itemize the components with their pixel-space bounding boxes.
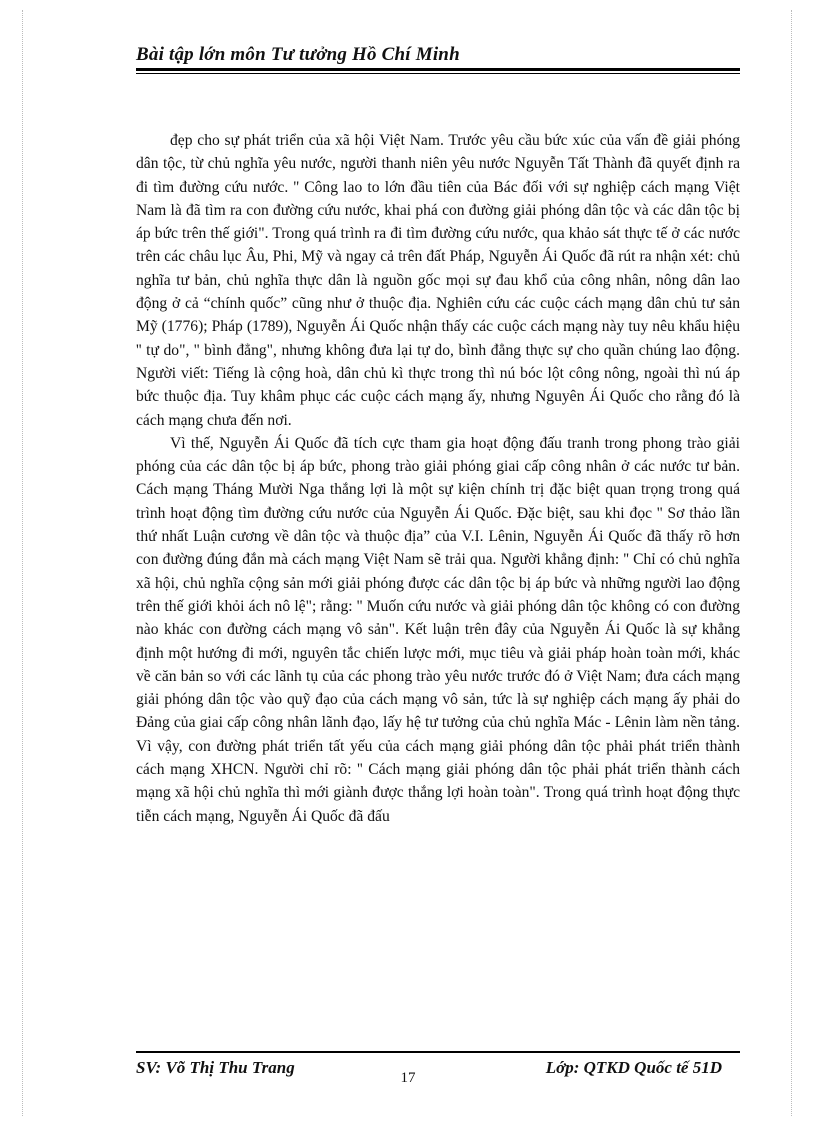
footer-class: Lớp: QTKD Quốc tế 51D [545, 1058, 722, 1077]
footer-rule [136, 1051, 740, 1053]
header-rule-thin [136, 73, 740, 74]
paragraph-2: Vì thế, Nguyễn Ái Quốc đã tích cực tham gia hoạt động đấu tranh trong phong trào giải phóng của các dân tộc bị áp bức, phong trào giải phóng giai cấp công nhân ở các nước tư bản. Cách mạng Tháng Mười Nga thắng lợi là một sự kiện chính trị đặc biệt quan trọng trong quá trình hoạt động tìm đường cứu nước của Nguyễn Ái Quốc. Đặc biệt, sau khi đọc '' Sơ thảo lần thứ nhất Luận cương về dân tộc và thuộc địa” của V.I. Lênin, Nguyễn Ái Quốc đã thấy rõ hơn con đường đúng đắn mà cách mạng Việt Nam sẽ trải qua. Người khẳng định: '' Chỉ có chủ nghĩa xã hội, chủ nghĩa cộng sản mới giải phóng được các dân tộc bị áp bức và những người lao động trên thế giới khỏi ách nô lệ"; rằng: '' Muốn cứu nước và giải phóng dân tộc không có con đường nào khác con đường cách mạng vô sản". Kết luận trên đây của Nguyễn Ái Quốc là sự khẳng định một hướng đi mới, nguyên tắc chiến lược mới, mục tiêu và giải pháp hoàn toàn mới, khác về căn bản so với các lãnh tụ của các phong trào yêu nước trước đó ở Việt Nam; đưa cách mạng giải phóng dân tộc vào quỹ đạo của cách mạng vô sản, tức là sự nghiệp cách mạng ấy phải do Đảng của giai cấp công nhân lãnh đạo, lấy hệ tư tưởng của chủ nghĩa Mác - Lênin làm nền tảng. Vì vậy, con đường phát triển tất yếu của cách mạng giải phóng dân tộc phải phát triển thành cách mạng XHCN. Người chỉ rõ: '' Cách mạng giải phóng dân tộc phải phát triển thành cách mạng xã hội chủ nghĩa thì mới giành được thắng lợi hoàn toàn". Trong quá trình hoạt động thực tiễn cách mạng, Nguyễn Ái Quốc đã đấu [136, 434, 740, 825]
header-rule-thick [136, 68, 740, 71]
header-rule [136, 68, 740, 74]
paragraph-1: đẹp cho sự phát triển của xã hội Việt Nam. Trước yêu cầu bức xúc của vấn đề giải phóng dân tộc, từ chủ nghĩa yêu nước, người thanh niên yêu nước Nguyễn Tất Thành đã quyết định ra đi tìm đường cứu nước. '' Công lao to lớn đầu tiên của Bác đối với sự nghiệp cách mạng Việt Nam là đã tìm ra con đường cứu nước, khai phá con đường giải phóng dân tộc và các dân tộc bị áp bức trên thế giới". Trong quá trình ra đi tìm đường cứu nước, qua khảo sát thực tế ở các nước trên các châu lục Âu, Phi, Mỹ và ngay cả trên đất Pháp, Nguyễn Ái Quốc đã rút ra nhận xét: chủ nghĩa tư bản, chủ nghĩa thực dân là nguồn gốc mọi sự đau khổ của công nhân, nông dân lao động ở cả “chính quốc” cũng như ở thuộc địa. Nghiên cứu các cuộc cách mạng dân chủ tư sản Mỹ (1776); Pháp (1789), Nguyễn Ái Quốc nhận thấy các cuộc cách mạng này tuy nêu khẩu hiệu '' tự do", '' bình đẳng", nhưng không đưa lại tự do, bình đẳng thực sự cho quần chúng lao động. Người viết: Tiếng là cộng hoà, dân chủ kì thực trong thì nú bóc lột công nông, ngoài thì nú áp bức thuộc địa. Tuy khâm phục các cuộc cách mạng ấy, nhưng Nguyên Ái Quốc cho rằng đó là cách mạng chưa đến nơi. [136, 132, 740, 429]
header-title: Bài tập lớn môn Tư tưởng Hồ Chí Minh [136, 44, 460, 65]
footer-student-name: SV: Võ Thị Thu Trang [136, 1058, 295, 1077]
document-body [136, 129, 740, 828]
page-number: 17 [400, 1070, 416, 1086]
